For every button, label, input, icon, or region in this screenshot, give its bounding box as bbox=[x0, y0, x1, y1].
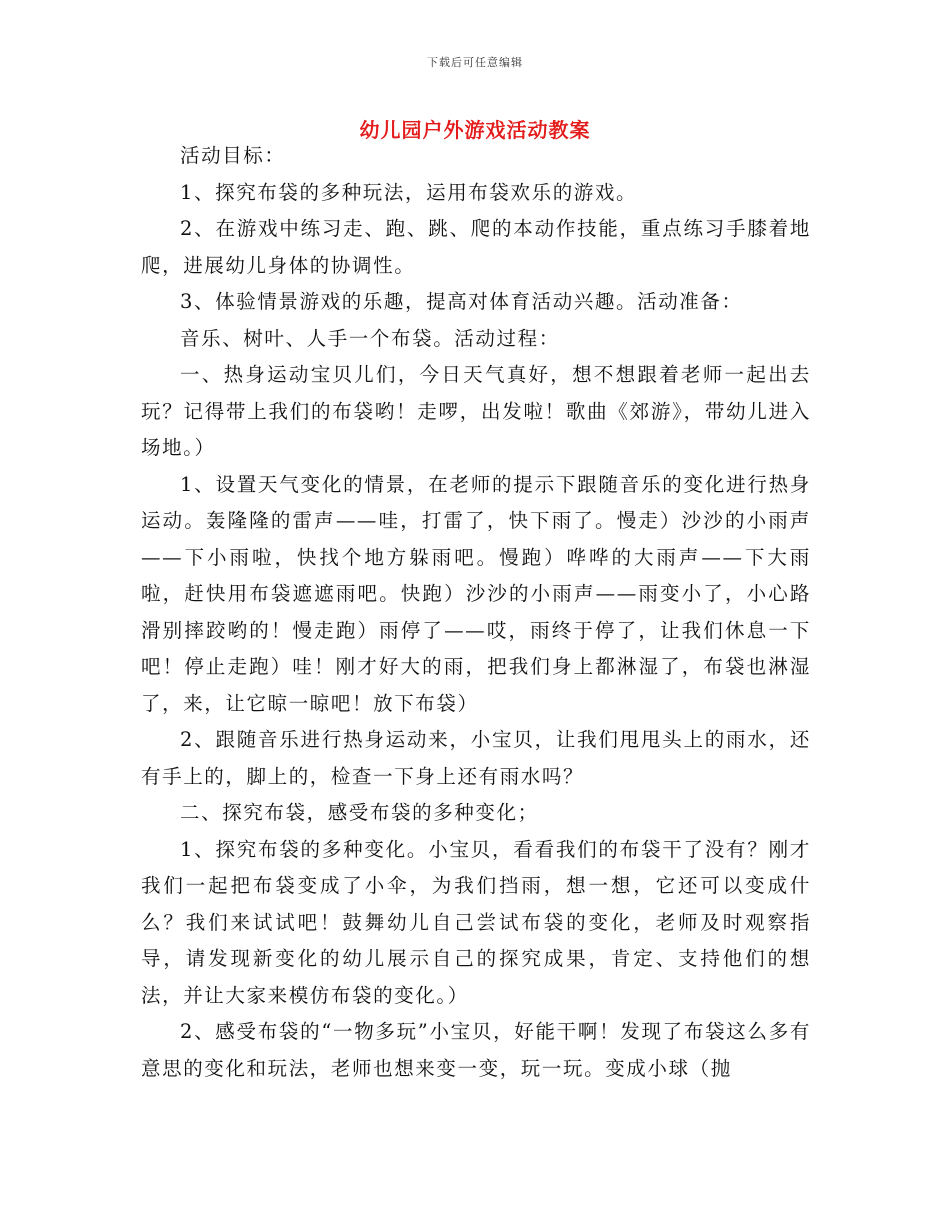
paragraph-materials: 音乐、树叶、人手一个布袋。活动过程： bbox=[180, 326, 560, 350]
paragraph-warmup: 一、热身运动宝贝儿们，今日天气真好，想不想跟着老师一起出去玩？记得带上我们的布袋哟！走啰，出发啦！歌曲《郊游》，带幼儿进入场地。） bbox=[141, 363, 811, 459]
paragraph-goal-2: 2、在游戏中练习走、跑、跳、爬的本动作技能，重点练习手膝着地爬，进展幼儿身体的协调性。 bbox=[141, 217, 811, 277]
paragraph-activity-goals: 活动目标： bbox=[180, 144, 286, 167]
paragraph-goal-1: 1、探究布袋的多种玩法，运用布袋欢乐的游戏。 bbox=[180, 180, 638, 204]
paragraph-warmup-1: 1、设置天气变化的情景，在老师的提示下跟随音乐的变化进行热身运动。轰隆隆的雷声——哇，打雷了，快下雨了。慢走）沙沙的小雨声——下小雨啦，快找个地方躲雨吧。慢跑）哗哗的大雨声——下大雨啦，赶快用布袋遮遮雨吧。快跑）沙沙的小雨声——雨变小了，小心路滑别摔跤哟的！慢走跑）雨停了——哎，雨终于停了，让我们休息一下吧！停止走跑）哇！刚才好大的雨，把我们身上都淋湿了，布袋也淋湿了，来，让它晾一晾吧！放下布袋） bbox=[141, 472, 811, 715]
document-title: 幼儿园户外游戏活动教案 bbox=[359, 118, 591, 142]
paragraph-explore-1: 1、探究布袋的多种变化。小宝贝，看看我们的布袋干了没有？刚才我们一起把布袋变成了小伞，为我们挡雨，想一想，它还可以变成什么？我们来试试吧！鼓舞幼儿自己尝试布袋的变化，老师及时观察指导，请发现新变化的幼儿展示自己的探究成果，肯定、支持他们的想法，并让大家来模仿布袋的变化。） bbox=[141, 837, 811, 1007]
paragraph-goal-3: 3、体验情景游戏的乐趣，提高对体育活动兴趣。活动准备： bbox=[180, 290, 743, 313]
paragraph-explore: 二、探究布袋，感受布袋的多种变化； bbox=[180, 801, 539, 824]
paragraph-warmup-2: 2、跟随音乐进行热身运动来，小宝贝，让我们甩甩头上的雨水，还有手上的，脚上的，检查一下身上还有雨水吗？ bbox=[141, 728, 811, 788]
page-header-note: 下载后可任意编辑 bbox=[427, 56, 523, 69]
document-body bbox=[141, 138, 811, 1087]
paragraph-explore-2: 2、感受布袋的“一物多玩”小宝贝，好能干啊！发现了布袋这么多有意思的变化和玩法，老师也想来变一变，玩一玩。变成小球（抛 bbox=[141, 1020, 811, 1080]
